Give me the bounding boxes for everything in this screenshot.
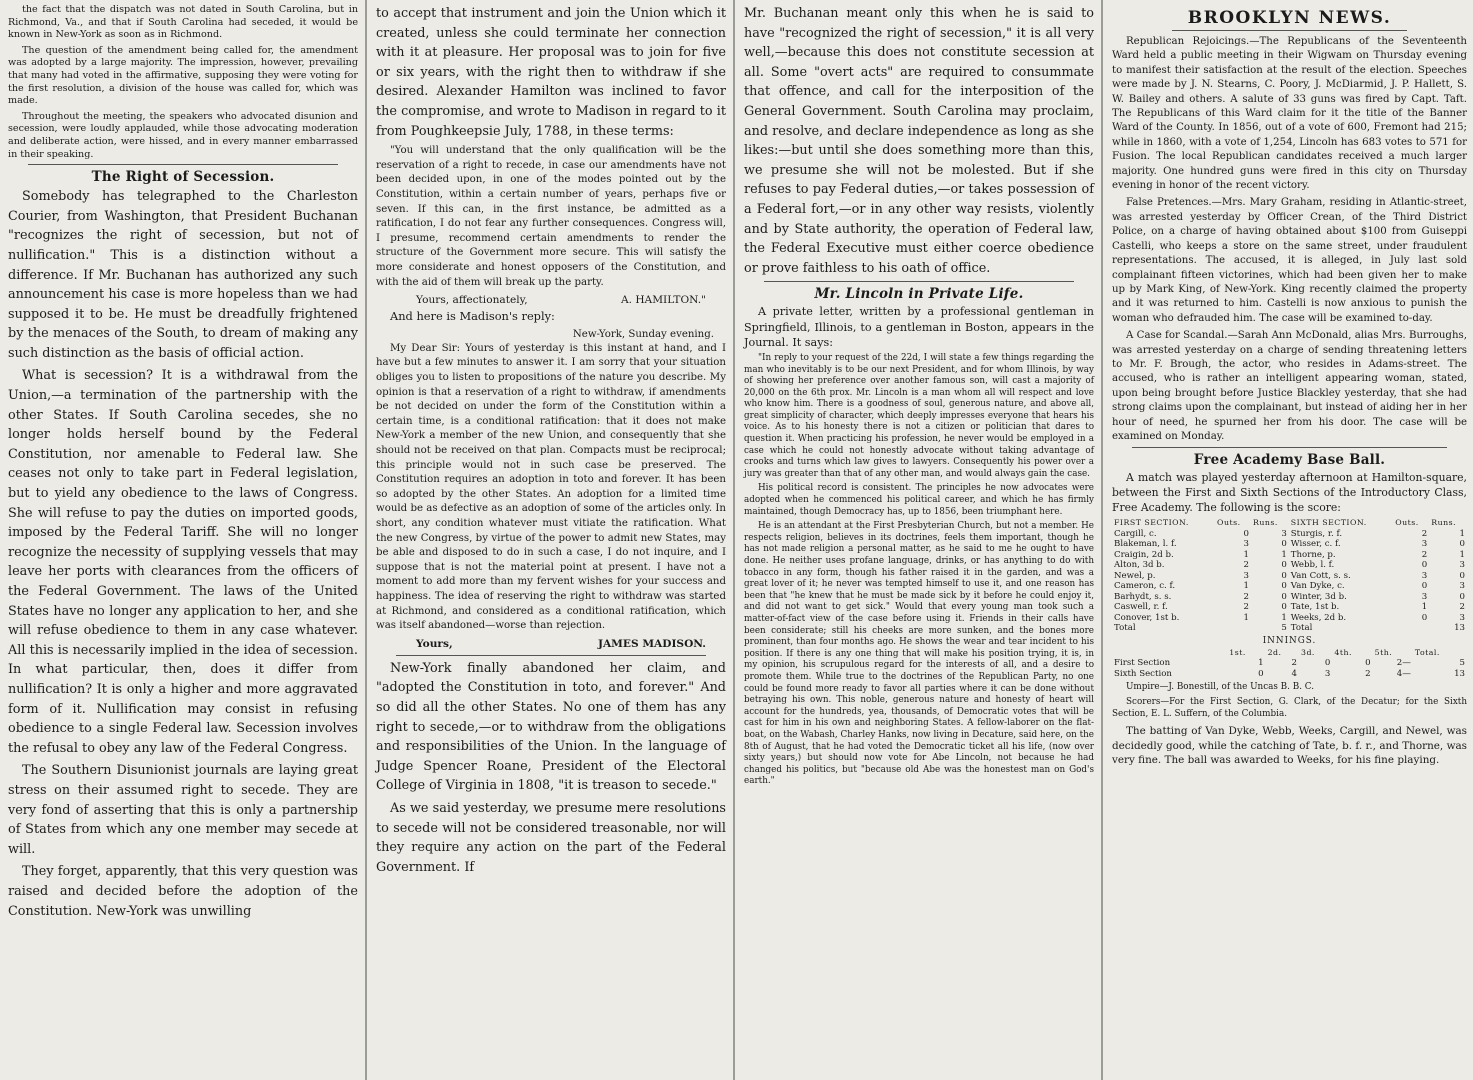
score-cell: 1 <box>1281 612 1287 623</box>
score-header: Outs. <box>1395 518 1419 528</box>
score-cell: Webb, l. f. <box>1290 560 1335 571</box>
secession-paragraph: The Southern Disunionist journals are laying great stress on their assumed right to secede. They are very fond of asserting that this is only a partnership of States from which any one member may secede at will. <box>8 763 358 857</box>
secession-paragraph: What is secession? It is a withdrawal from the Union,—a termination of the partnership with the other States. If South Carolina secedes, she no longer holds herself bound by the Federal Constitution, nor amenable to Federal law. She ceases not only to take part in Federal legislation, but to yield any obedience to the laws of Congress. She will refuse to pay the duties on imported goods, imposed by the Federal Tariff. She will no longer recognize the necessity of supplying vessels that may leave her ports with clearances from the officers of the Federal Government. The laws of the United States have no longer any application to her, and she will refuse obedience to them in any case whatever. All this is necessarily implied in the idea of secession. In what particular, then, does it differ from nullification? It is only a higher and more aggravated form of it. Nullification may consist in refusing obedience to a single Federal law. Secession involves the refusal to obey any law of the Federal Congress. <box>8 368 358 756</box>
total-sixth: 13 <box>1454 623 1465 634</box>
score-total-row <box>1112 623 1467 634</box>
score-cell: Newel, p. <box>1114 570 1156 581</box>
lincoln-paragraph: He is an attendant at the First Presbyterian Church, but not a member. He respects religion, believes in its doctrines, feels them important, though he has not made religion a personal matter, as he said to me he ought to have done. He neither uses profane language, drinks, or has anything to do with tobacco in any form, though his father raised it in the garden, and was a great lover of it; he never was tempted himself to use it, and one reason has been that "he knew that he must be made sick by it before he could enjoy it, and did not want to get sick." Would that every young man took such a matter-of-fact view of the case before using it. Friends in their calls have been considerate; still his cheeks are more sunken, and the bones more prominent, than four months ago. He shows the wear and tear incident to his position. If there is any one thing that will make his position trying, it is, in my opinion, his scrupulous regard for the interests of all, and a desire to promote them. While true to the doctrines of the Republican Party, no one could be found more ready to favor all parties where it can be done without betraying his own. This noble, generous nature and honesty of heart will account for the hundreds, yea, thousands, of Democratic votes that will be cast for him in his own and neighboring States. A fellow-laborer on the flat-boat, on the Wabash, Charley Hanks, now living in Decature, said here, on the 8th of August, that he had voted the Democratic ticket all his life, (now over sixty years,) but should now vote for Abe Lincoln, not because he had changed his politics, but "because old Abe was the honestest man on God's earth." <box>744 521 1094 787</box>
score-cell: 0 <box>1421 581 1428 592</box>
headline-base-ball: Free Academy Base Ball. <box>1193 452 1386 469</box>
hamilton-name: A. HAMILTON." <box>620 294 706 307</box>
innings-header: 5th. <box>1374 647 1393 657</box>
score-header: Outs. <box>1217 518 1241 528</box>
score-cell: 3 <box>1243 539 1250 550</box>
column-1 <box>0 0 364 1080</box>
score-cell: Tate, 1st b. <box>1290 602 1340 613</box>
score-cell: Conover, 1st b. <box>1114 612 1180 623</box>
innings-cell: 3 <box>1324 668 1331 679</box>
divider <box>764 281 1074 282</box>
divider <box>28 164 338 165</box>
score-cell: 3 <box>1459 612 1465 623</box>
score-cell: 1 <box>1243 549 1250 560</box>
madison-closing: Yours, <box>416 637 453 650</box>
madison-name: JAMES MADISON. <box>597 637 706 650</box>
innings-cell: 2 <box>1365 668 1371 679</box>
headline-right-of-secession: The Right of Secession. <box>91 169 275 186</box>
innings-cell: 2 <box>1291 658 1297 669</box>
column-3 <box>736 0 1100 1080</box>
score-cell: 1 <box>1459 528 1465 539</box>
score-cell: 1 <box>1243 612 1250 623</box>
score-cell: 3 <box>1421 539 1428 550</box>
score-cell: 2 <box>1459 602 1465 613</box>
score-cell: 2 <box>1243 602 1250 613</box>
hamilton-letter: "You will understand that the only qualification will be the reservation of a right to recede, in case our amendments have not been decided upon, in one of the modes pointed out by the Constitution, within a certain number of years, perhaps five or seven. If this can, in the first instance, be admitted as a ratification, I do not fear any further consequences. Congress will, I presume, recommend certain amendments to render the structure of the Government more secure. This will satisfy the more considerate and honest opposers of the Constitution, and with the aid of them will break up the party. <box>376 145 726 288</box>
score-cell: 0 <box>1281 560 1287 571</box>
divider <box>1172 30 1407 31</box>
score-header-row <box>1112 518 1467 529</box>
secession-paragraph: They forget, apparently, that this very question was raised and decided before the adoption of the Constitution. New-York was unwilling <box>8 864 358 919</box>
total-label: Total <box>1114 623 1136 634</box>
score-cell: Van Cott, s. s. <box>1290 570 1351 581</box>
innings-cell: 2— <box>1396 658 1411 669</box>
score-row <box>1112 602 1467 613</box>
innings-table <box>1112 648 1467 680</box>
hamilton-closing: Yours, affectionately, <box>416 294 528 307</box>
score-cell: 0 <box>1281 539 1287 550</box>
score-cell: 0 <box>1421 560 1428 571</box>
madison-letter: My Dear Sir: Yours of yesterday is this instant at hand, and I have but a few minutes to answer it. I am sorry that your situation obliges you to listen to propositions of the nature you describe. My opinion is that a reservation of a right to withdraw, if amendments be not decided on under the form of the Constitution within a certain time, is a conditional ratification: that it does not make New-York a member of the new Union, and consequently that she should not be received on that plan. Compacts must be reciprocal; this principle would not in such case be preserved. The Constitution requires an adoption in toto and forever. It has been so adopted by the other States. An adoption for a limited time would be as defective as an adoption of some of the articles only. In short, any condition whatever must vitiate the ratification. What the new Congress, by virtue of the power to admit new States, may be able and disposed to do in such a case, I do not inquire, and I suppose that is not the material point at present. I have not a moment to add more than my fervent wishes for your success and happiness. The idea of reserving the right to withdraw was started at Richmond, and considered as a conditional ratification, which was itself abandoned—worse than rejection. <box>376 342 726 632</box>
buchanan-paragraph: Mr. Buchanan meant only this when he is said to have "recognized the right of secession," it is all very well,—because this does not constitute secession at all. Some "overt acts" are required to consummate that offence, and call for the interposition of the General Government. South Carolina may proclaim, and resolve, and declare independence as long as she likes:—but until she does something more than this, we presume she will not be molested. But if she refuses to pay Federal duties,—or takes possession of a Federal fort,—or in any other way resists, violently and by State authority, the operation of Federal law, the Federal Executive must either coerce obedience or prove faithless to his oath of office. <box>744 6 1094 276</box>
total-first: 5 <box>1281 623 1287 634</box>
score-row <box>1112 613 1467 624</box>
score-cell: 0 <box>1243 528 1250 539</box>
score-cell: Thorne, p. <box>1290 549 1336 560</box>
score-cell: 2 <box>1243 560 1250 571</box>
headline-lincoln-private-life: Mr. Lincoln in Private Life. <box>814 286 1024 303</box>
score-cell: 3 <box>1421 570 1428 581</box>
score-cell: 0 <box>1281 570 1287 581</box>
lincoln-intro: A private letter, written by a professional gentleman in Springfield, Illinois, to a gentleman in Boston, appears in the Journal. It says: <box>744 305 1094 349</box>
news-item: Republican Rejoicings.—The Republicans of the Seventeenth Ward held a public meeting in their Wigwam on Thursday evening to manifest their satisfaction at the result of the election. Speeches were made by J. N. Stearns, C. Poory, J. McDiarmid, J. P. Hallett, S. W. Bailey and others. A salute of 33 guns was fired by Capt. Taft. The Republicans of this Ward claim for it the title of the Banner Ward of the County. In 1856, out of a vote of 600, Fremont had 215; while in 1860, with a vote of 1,254, Lincoln has 683 votes to 571 for Fusion. The local Republican candidates received a much larger majority. One hundred guns were fired in this city on Thursday evening in honor of the recent victory. <box>1112 36 1467 192</box>
innings-row <box>1112 669 1467 680</box>
score-cell: 2 <box>1421 549 1428 560</box>
innings-cell: First Section <box>1114 658 1171 669</box>
score-row <box>1112 592 1467 603</box>
score-row <box>1112 581 1467 592</box>
score-cell: 1 <box>1459 549 1465 560</box>
score-header: FIRST SECTION. <box>1114 518 1189 528</box>
score-cell: 3 <box>1421 591 1428 602</box>
madison-dateline: New-York, Sunday evening. <box>572 328 714 340</box>
innings-cell: 0 <box>1324 658 1331 669</box>
innings-cell: Sixth Section <box>1114 668 1172 679</box>
score-cell: Wisser, c. f. <box>1290 539 1341 550</box>
union-paragraph: to accept that instrument and join the Union which it created, unless she could terminate her connection with it at pleasure. Her proposal was to join for five or six years, with the right then to withdraw if she desired. Alexander Hamilton was inclined to favor the compromise, and wrote to Madison in regard to it from Poughkeepsie July, 1788, in these terms: <box>376 6 726 139</box>
new-york-paragraph: New-York finally abandoned her claim, and "adopted the Constitution in toto, and forever." And so did all the other States. No one of them has any right to secede,—or to withdraw from the obligations and responsibilities of the Union. In the language of Judge Spencer Roane, President of the Electoral College of Virginia in 1808, "it is treason to secede." <box>376 660 726 794</box>
innings-cell: 0 <box>1365 658 1371 669</box>
score-cell: 3 <box>1243 570 1250 581</box>
score-table <box>1112 518 1467 634</box>
score-header: Runs. <box>1431 518 1457 528</box>
score-row <box>1112 529 1467 540</box>
innings-cell: 0 <box>1258 668 1264 679</box>
innings-cell: 4— <box>1396 668 1411 679</box>
column-rule <box>733 0 735 1080</box>
innings-cell: 4 <box>1291 668 1297 679</box>
score-cell: Cargill, c. <box>1114 528 1157 539</box>
meeting-paragraph: Throughout the meeting, the speakers who advocated disunion and secession, were loudly applauded, while those advocating moderation and deliberate action, were hissed, and in every manner embarrassed in their speaking. <box>8 110 358 160</box>
divider <box>396 655 706 656</box>
innings-header <box>1112 648 1227 659</box>
innings-cell: 5 <box>1459 658 1465 669</box>
innings-cell: 13 <box>1454 668 1465 679</box>
innings-header: Total. <box>1414 647 1440 657</box>
news-item: False Pretences.—Mrs. Mary Graham, residing in Atlantic-street, was arrested yesterday by Officer Crean, of the Third District Police, on a charge of having obtained about $100 from Guiseppi Castelli, who keeps a store on the same street, under fraudulent representations. The accused, it is alleged, in July last sold complainant fifteen victorines, which had been given her to make up by Mark King, of New-York. King recently claimed the property and it was returned to him. Castelli is now anxious to punish the woman who defrauded him. The case will be examined to-day. <box>1112 197 1467 324</box>
score-header: SIXTH SECTION. <box>1290 518 1367 528</box>
score-cell: Weeks, 2d b. <box>1290 612 1347 623</box>
resolutions-paragraph: As we said yesterday, we presume mere resolutions to secede will not be considered treasonable, nor will they require any action on the part of the Federal Government. If <box>376 800 726 875</box>
score-cell: 0 <box>1421 612 1428 623</box>
umpire-line: Umpire—J. Bonestill, of the Uncas B. B. C. <box>1126 682 1314 693</box>
baseball-intro: A match was played yesterday afternoon at Hamilton-square, between the First and Sixth Sections of the Introductory Class, Free Academy. The following is the score: <box>1112 471 1467 515</box>
score-cell: 0 <box>1459 570 1465 581</box>
column-rule <box>365 0 367 1080</box>
innings-header: 1st. <box>1229 647 1246 657</box>
headline-brooklyn-news: BROOKLYN NEWS. <box>1187 8 1392 28</box>
score-cell: 1 <box>1281 549 1287 560</box>
divider <box>1132 447 1447 448</box>
hamilton-signature <box>376 293 726 308</box>
secession-paragraph: Somebody has telegraphed to the Charleston Courier, from Washington, that President Buchanan "recognizes the right of secession, but not of nullification." This is a distinction without a difference. If Mr. Buchanan has authorized any such announcement his case is more hopeless than we had supposed it to be. He must be dreadfully frightened by the menaces of the South, to dream of making any such distinction as the basis of official action. <box>8 189 358 361</box>
innings-header: 4th. <box>1334 647 1352 657</box>
scorers-line: Scorers—For the First Section, G. Clark, of the Decatur; for the Sixth Section, E. L. Suffern, of the Columbia. <box>1112 696 1467 719</box>
madison-signature <box>376 637 726 652</box>
score-cell: 0 <box>1281 581 1287 592</box>
score-cell: 3 <box>1459 581 1465 592</box>
score-row <box>1112 571 1467 582</box>
innings-header-row <box>1112 648 1467 659</box>
score-cell: 0 <box>1459 591 1465 602</box>
column-4 <box>1104 0 1473 1080</box>
score-row <box>1112 539 1467 550</box>
dispatch-paragraph: the fact that the dispatch was not dated in South Carolina, but in Richmond, Va., and that if South Carolina had seceded, it would be known in New-York as soon as in Richmond. <box>8 4 358 41</box>
score-row <box>1112 550 1467 561</box>
score-cell: Alton, 3d b. <box>1114 560 1165 571</box>
innings-header: 3d. <box>1300 647 1315 657</box>
score-row <box>1112 560 1467 571</box>
innings-header: 2d. <box>1267 647 1282 657</box>
baseball-closing: The batting of Van Dyke, Webb, Weeks, Cargill, and Newel, was decidedly good, while the catching of Tate, b. f. r., and Thorne, was very fine. The ball was awarded to Weeks, for his fine playing. <box>1112 725 1467 767</box>
total-label: Total <box>1290 623 1313 634</box>
score-header: Runs. <box>1253 518 1278 528</box>
score-cell: Blakeman, l. f. <box>1114 539 1177 550</box>
score-cell: Caswell, r. f. <box>1114 602 1168 613</box>
column-rule <box>1101 0 1103 1080</box>
score-cell: 2 <box>1243 591 1250 602</box>
score-cell: Barhydt, s. s. <box>1114 591 1172 602</box>
score-cell: 0 <box>1459 539 1465 550</box>
score-cell: 0 <box>1281 602 1287 613</box>
score-cell: 1 <box>1421 602 1428 613</box>
news-item: A Case for Scandal.—Sarah Ann McDonald, alias Mrs. Burroughs, was arrested yesterday on a charge of sending threatening letters to Mr. F. Brough, the actor, who resides in Adams-street. The accused, who is rather an intelligent appearing woman, stated, upon being brought before Justice Blackley yesterday, that she had strong claims upon the complainant, but instead of aiding her in her hour of need, he spurned her from his door. The case will be examined on Monday. <box>1112 330 1467 442</box>
lincoln-paragraph: His political record is consistent. The principles he now advocates were adopted when he commenced his political career, and which he has firmly maintained, though Democracy has, up to 1856, been triumphant here. <box>744 483 1094 517</box>
innings-label: INNINGS. <box>1262 635 1317 646</box>
score-cell: Cameron, c. f. <box>1114 581 1176 592</box>
score-cell: Sturgis, r. f. <box>1290 528 1343 539</box>
score-cell: Van Dyke, c. <box>1290 581 1345 592</box>
score-cell: 1 <box>1243 581 1250 592</box>
score-cell: Winter, 3d b. <box>1290 591 1347 602</box>
madison-intro: And here is Madison's reply: <box>390 309 555 324</box>
score-cell: Craigin, 2d b. <box>1114 549 1174 560</box>
innings-row <box>1112 658 1467 669</box>
column-2 <box>368 0 732 1080</box>
score-cell: 0 <box>1281 591 1287 602</box>
score-cell: 2 <box>1421 528 1428 539</box>
amendment-paragraph: The question of the amendment being called for, the amendment was adopted by a large majority. The impression, however, prevailing that many had voted in the affirmative, supposing they were voting for the first resolution, a division of the house was called for, which was made. <box>8 44 358 107</box>
innings-cell: 1 <box>1258 658 1264 669</box>
score-cell: 3 <box>1281 528 1287 539</box>
lincoln-paragraph: "In reply to your request of the 22d, I will state a few things regarding the man who inevitably is to be our next President, and for whom Illinois, by way of showing her preference over another famous son, will cast a majority of 20,000 on the 6th prox. Mr. Lincoln is a man whom all will respect and love who know him. There is a goodness of soul, generous nature, and above all, great simplicity of character, which deeply impresses everyone that hears his voice. As to his honesty there is not a citizen or politician that dares to question it. When practicing his profession, he never would be employed in a case which he could not honestly advocate without taking advantage of crooks and turns which law gives to lawyers. Consequently his power over a jury was greater than that of any other man, and would always gain the case. <box>744 352 1094 479</box>
score-cell: 3 <box>1459 560 1465 571</box>
